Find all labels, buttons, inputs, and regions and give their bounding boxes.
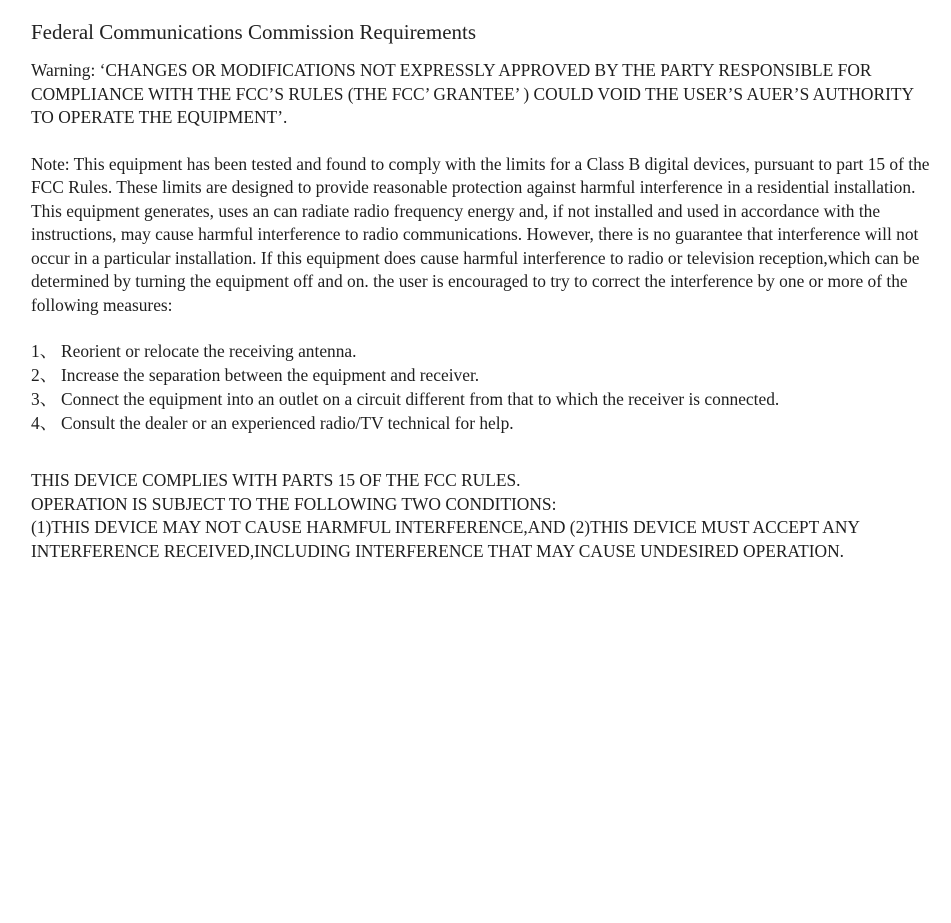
list-item xyxy=(31,411,931,435)
list-item-text: Reorient or relocate the receiving antenna. xyxy=(61,341,357,361)
compliance-line-1: THIS DEVICE COMPLIES WITH PARTS 15 OF THE FCC RULES. xyxy=(31,470,521,490)
measures-list xyxy=(31,339,931,435)
compliance-statement xyxy=(31,469,931,563)
list-item xyxy=(31,339,931,363)
list-item-text: Connect the equipment into an outlet on a circuit different from that to which the receiver is connected. xyxy=(61,389,780,409)
list-item-number: 3、 xyxy=(31,389,58,409)
document-title: Federal Communications Commission Requirements xyxy=(31,20,477,44)
list-item-text: Consult the dealer or an experienced radio/TV technical for help. xyxy=(61,413,514,433)
list-item-number: 2、 xyxy=(31,365,58,385)
warning-paragraph: Warning: ‘CHANGES OR MODIFICATIONS NOT EXPRESSLY APPROVED BY THE PARTY RESPONSIBLE FOR COMPLIANCE WITH THE FCC’S RULES (THE FCC’ GRANTEE’ ) COULD VOID THE USER’S AUER’S AUTHORITY TO OPERATE THE EQUIPMENT’. xyxy=(31,60,914,127)
list-item xyxy=(31,363,931,387)
list-item xyxy=(31,387,931,411)
list-item-text: Increase the separation between the equipment and receiver. xyxy=(61,365,480,385)
list-item-number: 1、 xyxy=(31,341,58,361)
list-item-number: 4、 xyxy=(31,413,58,433)
compliance-line-2: OPERATION IS SUBJECT TO THE FOLLOWING TWO CONDITIONS: xyxy=(31,493,557,514)
compliance-line-3: (1)THIS DEVICE MAY NOT CAUSE HARMFUL INTERFERENCE,AND (2)THIS DEVICE MUST ACCEPT ANY INTERFERENCE RECEIVED,INCLUDING INTERFERENCE THAT MAY CAUSE UNDESIRED OPERATION. xyxy=(31,517,860,561)
note-paragraph: Note: This equipment has been tested and found to comply with the limits for a Class B digital devices, pursuant to part 15 of the FCC Rules. These limits are designed to provide reasonable protection against harmful interference in a residential installation. This equipment generates, uses an can radiate radio frequency energy and, if not installed and used in accordance with the instructions, may cause harmful interference to radio communications. However, there is no guarantee that interference will not occur in a particular installation. If this equipment does cause harmful interference to radio or television reception,which can be determined by turning the equipment off and on. the user is encouraged to try to correct the interference by one or more of the following measures: xyxy=(31,153,930,315)
fcc-document xyxy=(31,18,931,563)
